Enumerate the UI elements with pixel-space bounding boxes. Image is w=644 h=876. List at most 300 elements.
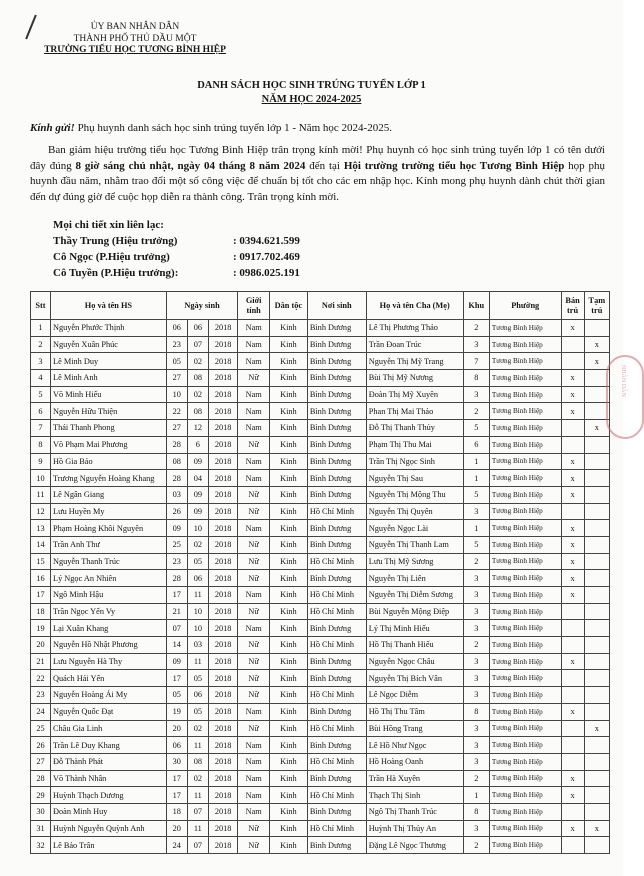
cell-parent-name: Thạch Thị Sinh xyxy=(366,787,463,804)
cell-zone: 2 xyxy=(463,837,489,854)
cell-parent-name: Hồ Thị Thu Tâm xyxy=(366,703,463,720)
table-row xyxy=(31,637,610,654)
cell-boarding: x xyxy=(561,787,584,804)
cell-stt: 23 xyxy=(31,687,51,704)
cell-stt: 17 xyxy=(31,587,51,604)
cell-stt: 1 xyxy=(31,320,51,337)
cell-parent-name: Đỗ Thị Thanh Thủy xyxy=(366,420,463,437)
cell-zone: 6 xyxy=(463,436,489,453)
cell-month: 07 xyxy=(187,803,208,820)
header-gender: Giới tính xyxy=(238,292,270,320)
cell-birthplace: Hồ Chí Minh xyxy=(307,687,366,704)
cell-zone: 3 xyxy=(463,720,489,737)
cell-student-name: Võ Phạm Mai Phương xyxy=(51,436,167,453)
cell-boarding xyxy=(561,637,584,654)
cell-student-name: Nguyễn Phước Thịnh xyxy=(51,320,167,337)
cell-boarding: x xyxy=(561,770,584,787)
cell-month: 07 xyxy=(187,837,208,854)
cell-gender: Nam xyxy=(238,703,270,720)
cell-parent-name: Nguyễn Thị Bích Vân xyxy=(366,670,463,687)
cell-birthplace: Bình Dương xyxy=(307,536,366,553)
cell-day: 30 xyxy=(166,753,187,770)
cell-month: 11 xyxy=(187,653,208,670)
cell-ward: Tương Bình Hiệp xyxy=(489,737,561,754)
cell-day: 17 xyxy=(166,587,187,604)
cell-boarding: x xyxy=(561,570,584,587)
cell-zone: 8 xyxy=(463,703,489,720)
table-row xyxy=(31,803,610,820)
cell-birthplace: Bình Dương xyxy=(307,520,366,537)
cell-gender: Nam xyxy=(238,420,270,437)
cell-temp-residence xyxy=(584,320,609,337)
cell-birthplace: Hồ Chí Minh xyxy=(307,637,366,654)
table-row xyxy=(31,553,610,570)
cell-year: 2018 xyxy=(208,753,237,770)
cell-month: 11 xyxy=(187,587,208,604)
table-row xyxy=(31,820,610,837)
cell-birthplace: Bình Dương xyxy=(307,570,366,587)
cell-birthplace: Hồ Chí Minh xyxy=(307,787,366,804)
cell-year: 2018 xyxy=(208,370,237,387)
cell-gender: Nữ xyxy=(238,486,270,503)
cell-parent-name: Nguyễn Ngọc Lài xyxy=(366,520,463,537)
contact-name: Thầy Trung (Hiệu trưởng) xyxy=(53,235,178,247)
cell-boarding xyxy=(561,670,584,687)
cell-month: 05 xyxy=(187,703,208,720)
cell-student-name: Đoàn Minh Huy xyxy=(51,803,167,820)
cell-parent-name: Đoàn Thị Mỹ Xuyên xyxy=(366,386,463,403)
cell-ethnicity: Kinh xyxy=(269,653,307,670)
cell-boarding xyxy=(561,687,584,704)
cell-year: 2018 xyxy=(208,820,237,837)
cell-parent-name: Lý Thị Minh Hiếu xyxy=(366,620,463,637)
cell-temp-residence: x xyxy=(584,720,609,737)
cell-gender: Nam xyxy=(238,787,270,804)
cell-stt: 26 xyxy=(31,737,51,754)
cell-birthplace: Bình Dương xyxy=(307,703,366,720)
table-row xyxy=(31,670,610,687)
body-text-2: đến tại xyxy=(305,159,344,172)
cell-month: 11 xyxy=(187,820,208,837)
cell-birthplace: Hồ Chí Minh xyxy=(307,720,366,737)
cell-zone: 3 xyxy=(463,753,489,770)
cell-birthplace: Bình Dương xyxy=(307,320,366,337)
cell-month: 12 xyxy=(187,420,208,437)
cell-student-name: Huỳnh Thạch Dương xyxy=(51,787,167,804)
cell-year: 2018 xyxy=(208,536,237,553)
issuer-line-1: ỦY BAN NHÂN DÂN xyxy=(90,22,180,32)
table-row xyxy=(31,503,610,520)
cell-zone: 2 xyxy=(463,637,489,654)
cell-boarding xyxy=(561,737,584,754)
cell-boarding xyxy=(561,353,584,370)
header-ward: Phường xyxy=(489,292,561,320)
cell-birthplace: Bình Dương xyxy=(307,653,366,670)
cell-birthplace: Hồ Chí Minh xyxy=(307,820,366,837)
cell-student-name: Võ Minh Hiếu xyxy=(51,386,167,403)
cell-boarding xyxy=(561,620,584,637)
cell-month: 02 xyxy=(187,386,208,403)
cell-ward: Tương Bình Hiệp xyxy=(489,353,561,370)
greeting-bold: Kính gửi! xyxy=(30,122,75,134)
cell-birthplace: Bình Dương xyxy=(307,803,366,820)
header-parent: Họ và tên Cha (Mẹ) xyxy=(366,292,463,320)
cell-ward: Tương Bình Hiệp xyxy=(489,370,561,387)
table-row xyxy=(31,653,610,670)
cell-parent-name: Phạm Thị Thu Mai xyxy=(366,436,463,453)
cell-parent-name: Nguyễn Thị Quyên xyxy=(366,503,463,520)
cell-parent-name: Trần Đoan Trúc xyxy=(366,336,463,353)
cell-zone: 3 xyxy=(463,336,489,353)
cell-boarding: x xyxy=(561,470,584,487)
cell-ethnicity: Kinh xyxy=(269,553,307,570)
cell-gender: Nam xyxy=(238,737,270,754)
cell-year: 2018 xyxy=(208,420,237,437)
cell-boarding: x xyxy=(561,403,584,420)
cell-boarding xyxy=(561,603,584,620)
cell-day: 27 xyxy=(166,370,187,387)
cell-parent-name: Phan Thị Mai Thảo xyxy=(366,403,463,420)
cell-parent-name: Nguyễn Ngọc Châu xyxy=(366,653,463,670)
cell-stt: 5 xyxy=(31,386,51,403)
cell-ward: Tương Bình Hiệp xyxy=(489,820,561,837)
cell-zone: 5 xyxy=(463,486,489,503)
cell-zone: 2 xyxy=(463,320,489,337)
contact-name: Cô Ngọc (P.Hiệu trưởng) xyxy=(53,251,170,263)
cell-student-name: Nguyễn Hữu Thiện xyxy=(51,403,167,420)
cell-parent-name: Lê Thị Phương Thảo xyxy=(366,320,463,337)
cell-month: 10 xyxy=(187,520,208,537)
cell-gender: Nữ xyxy=(238,837,270,854)
cell-day: 05 xyxy=(166,687,187,704)
cell-stt: 22 xyxy=(31,670,51,687)
cell-parent-name: Nguyễn Thị Liên xyxy=(366,570,463,587)
cell-gender: Nam xyxy=(238,386,270,403)
cell-stt: 31 xyxy=(31,820,51,837)
cell-gender: Nam xyxy=(238,587,270,604)
cell-stt: 18 xyxy=(31,603,51,620)
invitation-paragraph xyxy=(30,143,605,205)
table-row xyxy=(31,737,610,754)
cell-month: 05 xyxy=(187,553,208,570)
contact-row xyxy=(53,249,300,265)
cell-day: 23 xyxy=(166,553,187,570)
cell-zone: 3 xyxy=(463,687,489,704)
cell-month: 6 xyxy=(187,436,208,453)
cell-parent-name: Nguyễn Thị Sau xyxy=(366,470,463,487)
cell-day: 10 xyxy=(166,386,187,403)
cell-ward: Tương Bình Hiệp xyxy=(489,470,561,487)
cell-month: 09 xyxy=(187,486,208,503)
cell-year: 2018 xyxy=(208,503,237,520)
cell-temp-residence xyxy=(584,753,609,770)
cell-birthplace: Bình Dương xyxy=(307,436,366,453)
cell-stt: 19 xyxy=(31,620,51,637)
cell-stt: 13 xyxy=(31,520,51,537)
table-row xyxy=(31,486,610,503)
cell-boarding xyxy=(561,436,584,453)
cell-parent-name: Lê Ngọc Diễm xyxy=(366,687,463,704)
table-row xyxy=(31,536,610,553)
cell-student-name: Lại Xuân Khang xyxy=(51,620,167,637)
cell-boarding: x xyxy=(561,486,584,503)
cell-boarding: x xyxy=(561,453,584,470)
cell-year: 2018 xyxy=(208,403,237,420)
cell-birthplace: Bình Dương xyxy=(307,386,366,403)
cell-stt: 25 xyxy=(31,720,51,737)
cell-zone: 1 xyxy=(463,787,489,804)
red-stamp: NHÂN DÂN xyxy=(606,355,644,439)
cell-ward: Tương Bình Hiệp xyxy=(489,536,561,553)
cell-birthplace: Bình Dương xyxy=(307,470,366,487)
cell-year: 2018 xyxy=(208,603,237,620)
cell-stt: 24 xyxy=(31,703,51,720)
table-row xyxy=(31,753,610,770)
cell-year: 2018 xyxy=(208,520,237,537)
cell-temp-residence xyxy=(584,787,609,804)
body-text-1: Ban giám hiệu trường tiểu học Tương Bình Hiệp trân trọng kính mời! Phụ huynh có học sinh trúng tuyển lớp 1 có tên dưới đây đúng xyxy=(30,144,605,172)
cell-parent-name: Huỳnh Thị Thủy An xyxy=(366,820,463,837)
cell-boarding: x xyxy=(561,370,584,387)
cell-ethnicity: Kinh xyxy=(269,536,307,553)
cell-month: 10 xyxy=(187,620,208,637)
cell-boarding: x xyxy=(561,703,584,720)
cell-boarding: x xyxy=(561,320,584,337)
cell-ward: Tương Bình Hiệp xyxy=(489,803,561,820)
cell-year: 2018 xyxy=(208,353,237,370)
table-row xyxy=(31,420,610,437)
cell-year: 2018 xyxy=(208,320,237,337)
cell-student-name: Nguyễn Thanh Trúc xyxy=(51,553,167,570)
cell-temp-residence xyxy=(584,470,609,487)
greeting-text: Phụ huynh danh sách học sinh trúng tuyển lớp 1 - Năm học 2024-2025. xyxy=(74,122,392,134)
cell-ethnicity: Kinh xyxy=(269,386,307,403)
cell-temp-residence: x xyxy=(584,820,609,837)
cell-temp-residence xyxy=(584,837,609,854)
cell-parent-name: Trần Hà Xuyên xyxy=(366,770,463,787)
cell-student-name: Lý Ngọc An Nhiên xyxy=(51,570,167,587)
cell-gender: Nữ xyxy=(238,653,270,670)
cell-ethnicity: Kinh xyxy=(269,453,307,470)
cell-ethnicity: Kinh xyxy=(269,503,307,520)
cell-ward: Tương Bình Hiệp xyxy=(489,670,561,687)
greeting xyxy=(30,121,605,137)
header-temp-residence: Tạm trú xyxy=(584,292,609,320)
cell-ward: Tương Bình Hiệp xyxy=(489,787,561,804)
cell-month: 08 xyxy=(187,403,208,420)
cell-month: 06 xyxy=(187,320,208,337)
cell-birthplace: Bình Dương xyxy=(307,837,366,854)
cell-birthplace: Bình Dương xyxy=(307,620,366,637)
cell-birthplace: Bình Dương xyxy=(307,420,366,437)
cell-birthplace: Bình Dương xyxy=(307,770,366,787)
cell-parent-name: Hồ Hoàng Oanh xyxy=(366,753,463,770)
cell-ward: Tương Bình Hiệp xyxy=(489,320,561,337)
cell-gender: Nữ xyxy=(238,637,270,654)
cell-year: 2018 xyxy=(208,570,237,587)
student-table xyxy=(30,291,610,854)
cell-student-name: Hồ Gia Bảo xyxy=(51,453,167,470)
cell-parent-name: Bùi Nguyễn Mộng Điệp xyxy=(366,603,463,620)
cell-stt: 28 xyxy=(31,770,51,787)
cell-zone: 3 xyxy=(463,737,489,754)
table-header-row xyxy=(31,292,610,320)
cell-ethnicity: Kinh xyxy=(269,403,307,420)
cell-birthplace: Hồ Chí Minh xyxy=(307,587,366,604)
cell-student-name: Trần Anh Thư xyxy=(51,536,167,553)
cell-zone: 3 xyxy=(463,820,489,837)
cell-year: 2018 xyxy=(208,453,237,470)
cell-stt: 15 xyxy=(31,553,51,570)
cell-birthplace: Hồ Chí Minh xyxy=(307,753,366,770)
contact-row xyxy=(53,233,300,249)
cell-temp-residence xyxy=(584,737,609,754)
cell-ethnicity: Kinh xyxy=(269,753,307,770)
cell-day: 25 xyxy=(166,536,187,553)
cell-student-name: Lê Ngân Giang xyxy=(51,486,167,503)
cell-zone: 3 xyxy=(463,670,489,687)
cell-day: 09 xyxy=(166,653,187,670)
cell-temp-residence xyxy=(584,653,609,670)
cell-parent-name: Lưu Thị Mỹ Sương xyxy=(366,553,463,570)
issuer-line-2: THÀNH PHỐ THỦ DẦU MỘT xyxy=(73,33,197,44)
cell-student-name: Trương Nguyễn Hoàng Khang xyxy=(51,470,167,487)
table-row xyxy=(31,353,610,370)
cell-day: 19 xyxy=(166,703,187,720)
cell-year: 2018 xyxy=(208,620,237,637)
table-row xyxy=(31,703,610,720)
cell-boarding xyxy=(561,336,584,353)
cell-day: 26 xyxy=(166,503,187,520)
cell-zone: 3 xyxy=(463,620,489,637)
table-row xyxy=(31,470,610,487)
cell-zone: 2 xyxy=(463,403,489,420)
cell-month: 09 xyxy=(187,453,208,470)
cell-day: 23 xyxy=(166,336,187,353)
table-row xyxy=(31,770,610,787)
cell-ethnicity: Kinh xyxy=(269,370,307,387)
cell-boarding xyxy=(561,720,584,737)
issuer-school: TRƯỜNG TIỂU HỌC TƯƠNG BÌNH HIỆP xyxy=(44,45,226,55)
cell-parent-name: Bùi Thị Mỹ Nương xyxy=(366,370,463,387)
cell-zone: 3 xyxy=(463,603,489,620)
cell-month: 02 xyxy=(187,353,208,370)
cell-year: 2018 xyxy=(208,787,237,804)
cell-student-name: Lê Minh Anh xyxy=(51,370,167,387)
cell-birthplace: Hồ Chí Minh xyxy=(307,553,366,570)
meeting-place: Hội trường trường tiểu học Tương Bình Hiệp xyxy=(343,159,565,172)
cell-zone: 2 xyxy=(463,770,489,787)
cell-day: 08 xyxy=(166,453,187,470)
cell-ethnicity: Kinh xyxy=(269,520,307,537)
cell-ethnicity: Kinh xyxy=(269,837,307,854)
cell-temp-residence xyxy=(584,603,609,620)
cell-temp-residence xyxy=(584,770,609,787)
cell-day: 20 xyxy=(166,720,187,737)
cell-student-name: Nguyễn Hoàng Ái My xyxy=(51,687,167,704)
cell-stt: 10 xyxy=(31,470,51,487)
cell-year: 2018 xyxy=(208,470,237,487)
cell-stt: 4 xyxy=(31,370,51,387)
cell-ethnicity: Kinh xyxy=(269,737,307,754)
cell-day: 09 xyxy=(166,520,187,537)
cell-student-name: Võ Thành Nhân xyxy=(51,770,167,787)
cell-student-name: Đỗ Thành Phát xyxy=(51,753,167,770)
cell-zone: 7 xyxy=(463,353,489,370)
cell-zone: 3 xyxy=(463,503,489,520)
cell-temp-residence xyxy=(584,670,609,687)
cell-ward: Tương Bình Hiệp xyxy=(489,703,561,720)
cell-parent-name: Nguyễn Thị Thanh Lam xyxy=(366,536,463,553)
cell-boarding xyxy=(561,420,584,437)
cell-year: 2018 xyxy=(208,837,237,854)
cell-zone: 3 xyxy=(463,587,489,604)
cell-zone: 8 xyxy=(463,803,489,820)
cell-zone: 5 xyxy=(463,536,489,553)
cell-temp-residence xyxy=(584,637,609,654)
cell-ward: Tương Bình Hiệp xyxy=(489,770,561,787)
cell-ward: Tương Bình Hiệp xyxy=(489,637,561,654)
cell-parent-name: Trần Thị Ngọc Sinh xyxy=(366,453,463,470)
cell-month: 06 xyxy=(187,687,208,704)
cell-parent-name: Nguyễn Thị Mỹ Trang xyxy=(366,353,463,370)
cell-ward: Tương Bình Hiệp xyxy=(489,386,561,403)
meeting-time: 8 giờ sáng chủ nhật, ngày 04 tháng 8 năm 2024 xyxy=(75,159,306,172)
cell-temp-residence: x xyxy=(584,336,609,353)
cell-ward: Tương Bình Hiệp xyxy=(489,403,561,420)
cell-gender: Nữ xyxy=(238,370,270,387)
cell-temp-residence xyxy=(584,620,609,637)
cell-ward: Tương Bình Hiệp xyxy=(489,503,561,520)
cell-day: 28 xyxy=(166,436,187,453)
cell-parent-name: Nguyễn Thị Diễm Sương xyxy=(366,587,463,604)
cell-student-name: Lưu Nguyễn Hà Thy xyxy=(51,653,167,670)
cell-year: 2018 xyxy=(208,486,237,503)
cell-boarding: x xyxy=(561,553,584,570)
header-ethnicity: Dân tộc xyxy=(269,292,307,320)
cell-ward: Tương Bình Hiệp xyxy=(489,653,561,670)
cell-month: 09 xyxy=(187,503,208,520)
cell-stt: 12 xyxy=(31,503,51,520)
table-row xyxy=(31,587,610,604)
cell-student-name: Phạm Hoàng Khôi Nguyên xyxy=(51,520,167,537)
cell-parent-name: Hồ Thị Thanh Hiếu xyxy=(366,637,463,654)
cell-month: 11 xyxy=(187,737,208,754)
contact-heading: Mọi chi tiết xin liên lạc: xyxy=(53,219,164,231)
cell-ethnicity: Kinh xyxy=(269,670,307,687)
cell-gender: Nam xyxy=(238,353,270,370)
cell-ethnicity: Kinh xyxy=(269,803,307,820)
cell-year: 2018 xyxy=(208,553,237,570)
cell-birthplace: Bình Dương xyxy=(307,370,366,387)
cell-gender: Nam xyxy=(238,620,270,637)
table-row xyxy=(31,403,610,420)
cell-stt: 21 xyxy=(31,653,51,670)
cell-ethnicity: Kinh xyxy=(269,687,307,704)
cell-gender: Nam xyxy=(238,770,270,787)
cell-ward: Tương Bình Hiệp xyxy=(489,453,561,470)
cell-stt: 14 xyxy=(31,536,51,553)
cell-ward: Tương Bình Hiệp xyxy=(489,587,561,604)
cell-boarding xyxy=(561,753,584,770)
cell-temp-residence xyxy=(584,486,609,503)
cell-day: 27 xyxy=(166,420,187,437)
cell-temp-residence xyxy=(584,536,609,553)
pen-mark xyxy=(25,15,37,40)
cell-month: 10 xyxy=(187,603,208,620)
cell-gender: Nữ xyxy=(238,820,270,837)
cell-boarding: x xyxy=(561,653,584,670)
